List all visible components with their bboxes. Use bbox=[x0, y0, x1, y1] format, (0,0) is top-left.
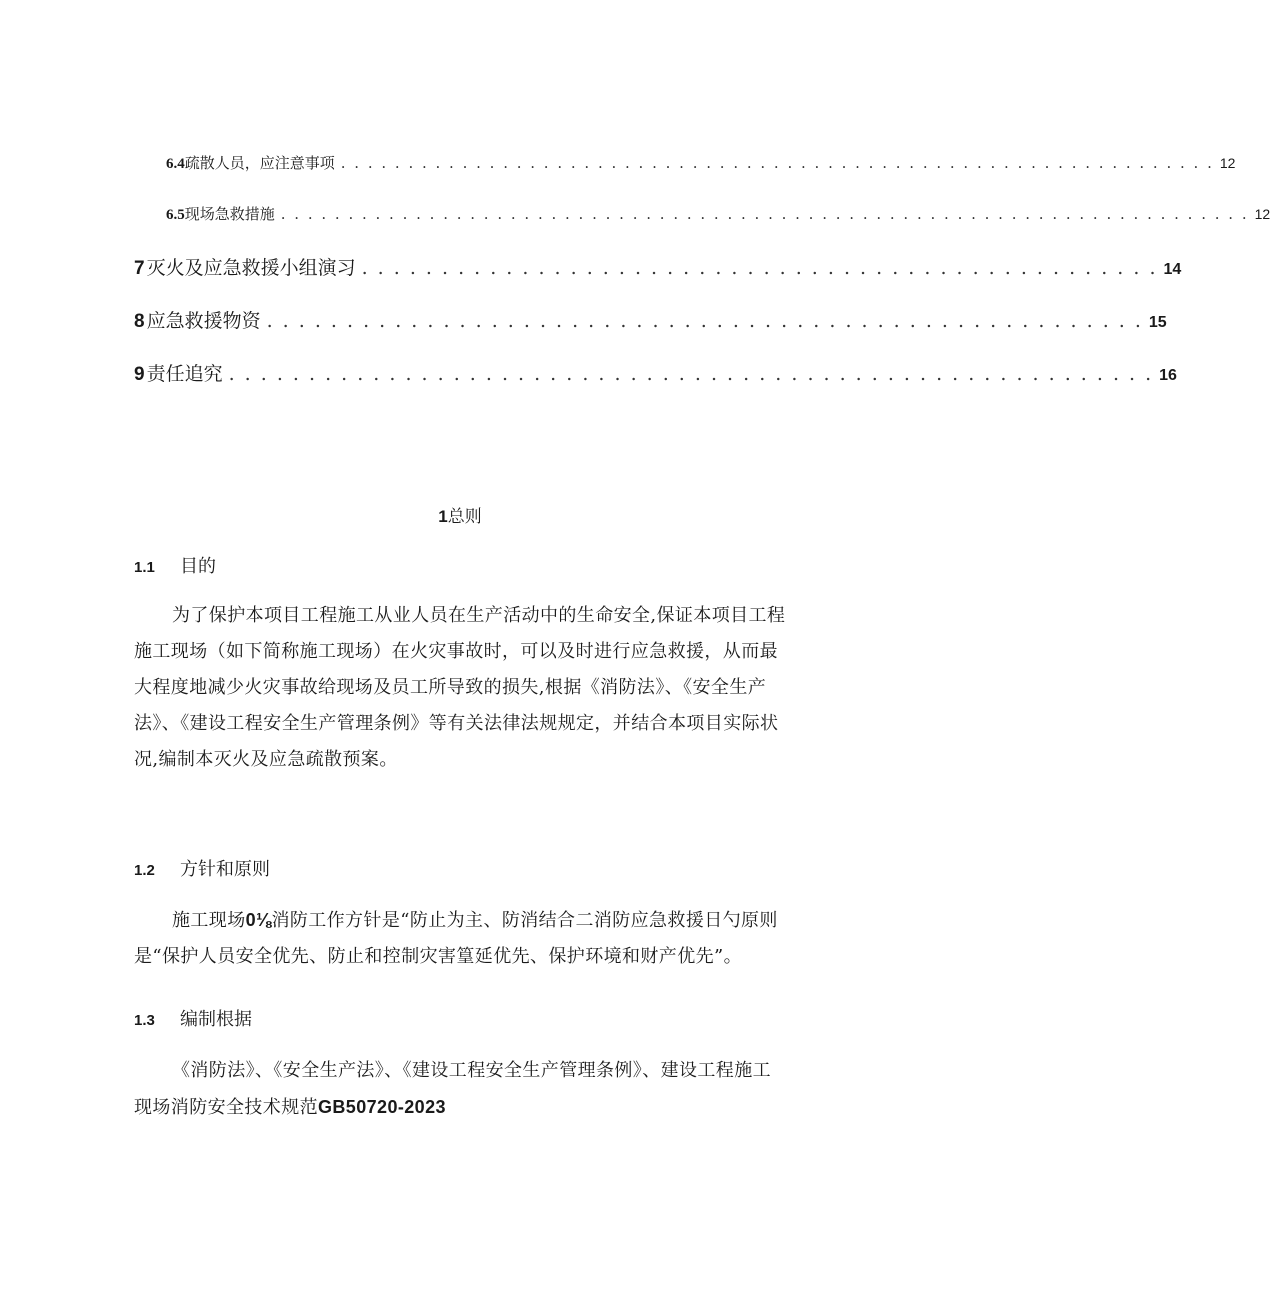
toc-page: 12 bbox=[1254, 206, 1270, 222]
section-heading bbox=[134, 1005, 252, 1031]
toc-leader: . . . . . . . . . . . . . . . . . . . . . . . . . . . . . . . . . . . . . . . . . . . . . . . . . . bbox=[361, 257, 1158, 279]
section-title: 编制根据 bbox=[180, 1009, 252, 1030]
toc-title: 现场急救措施 bbox=[184, 205, 275, 223]
paragraph-text: 消防工作方针是“防止为主、防消结合二消防应急救援日勺原则是“保护人员安全优先、防止和控制灾害篁延优先、保护环境和财产优先”。 bbox=[134, 910, 778, 967]
toc-leader: . . . . . . . . . . . . . . . . . . . . . . . . . . . . . . . . . . . . . . . . . . . . . . . . . . . . . . . . . . bbox=[228, 363, 1154, 385]
toc-page: 14 bbox=[1163, 261, 1182, 278]
toc-title: 疏散人员，应注意事项 bbox=[184, 154, 335, 172]
toc-number: 6.5 bbox=[166, 207, 185, 223]
toc-title: 应急救援物资 bbox=[146, 310, 261, 332]
section-number: 1.1 bbox=[134, 559, 155, 576]
paragraph-basis bbox=[134, 1053, 786, 1126]
paragraph-text: 《消防法》、《安全生产法》、《建设工程安全生产管理条例》、建设工程施工现场消防安全技术规范 bbox=[134, 1060, 771, 1118]
toc-entry[interactable] bbox=[134, 306, 1167, 333]
toc-leader: . . . . . . . . . . . . . . . . . . . . . . . . . . . . . . . . . . . . . . . . . . . . . . . . . . . . . . . . . . . . . . . . . bbox=[340, 154, 1214, 172]
toc-entry[interactable] bbox=[134, 253, 1182, 280]
toc-page: 15 bbox=[1148, 314, 1167, 331]
paragraph-principles bbox=[134, 902, 786, 975]
chapter-title: 总则 bbox=[447, 507, 482, 527]
toc-leader: . . . . . . . . . . . . . . . . . . . . . . . . . . . . . . . . . . . . . . . . . . . . . . . . . . . . . . . bbox=[266, 310, 1143, 332]
section-heading bbox=[134, 552, 216, 578]
toc-number: 6.4 bbox=[166, 156, 185, 172]
toc-leader: . . . . . . . . . . . . . . . . . . . . . . . . . . . . . . . . . . . . . . . . . . . . . . . . . . . . . . . . . . . . . . . . . . . . . . . . bbox=[280, 205, 1249, 223]
standard-code: GB50720-2023 bbox=[318, 1097, 446, 1117]
section-number: 1.2 bbox=[134, 862, 155, 879]
toc-entry[interactable] bbox=[166, 152, 1236, 173]
toc-entry[interactable] bbox=[166, 203, 1270, 224]
section-heading bbox=[134, 855, 270, 881]
toc-entry[interactable] bbox=[134, 359, 1177, 386]
toc-page: 12 bbox=[1219, 155, 1236, 171]
section-title: 目的 bbox=[180, 556, 216, 577]
paragraph-purpose: 为了保护本项目工程施工从业人员在生产活动中的生命安全,保证本项目工程施工现场（如下简称施工现场）在火灾事故时，可以及时进行应急救援，从而最大程度地减少火灾事故给现场及员工所导致的损失,根据《消防法》、《安全生产法》、《建设工程安全生产管理条例》等有关法律法规规定，并结合本项目实际状况,编制本灭火及应急疏散预案。 bbox=[134, 605, 786, 770]
toc-title: 责任追究 bbox=[146, 363, 223, 385]
toc-number: 8 bbox=[134, 311, 145, 332]
toc-title: 灭火及应急救援小组演习 bbox=[146, 257, 356, 279]
section-number: 1.3 bbox=[134, 1012, 155, 1029]
toc-number: 9 bbox=[134, 364, 145, 385]
toc-page: 16 bbox=[1159, 367, 1177, 384]
chapter-number: 1 bbox=[438, 507, 448, 526]
toc-number: 7 bbox=[134, 258, 145, 279]
paragraph-code: 0⅛ bbox=[245, 910, 272, 930]
paragraph-text: 施工现场 bbox=[172, 910, 246, 931]
chapter-heading bbox=[0, 502, 920, 527]
section-title: 方针和原则 bbox=[180, 859, 270, 880]
